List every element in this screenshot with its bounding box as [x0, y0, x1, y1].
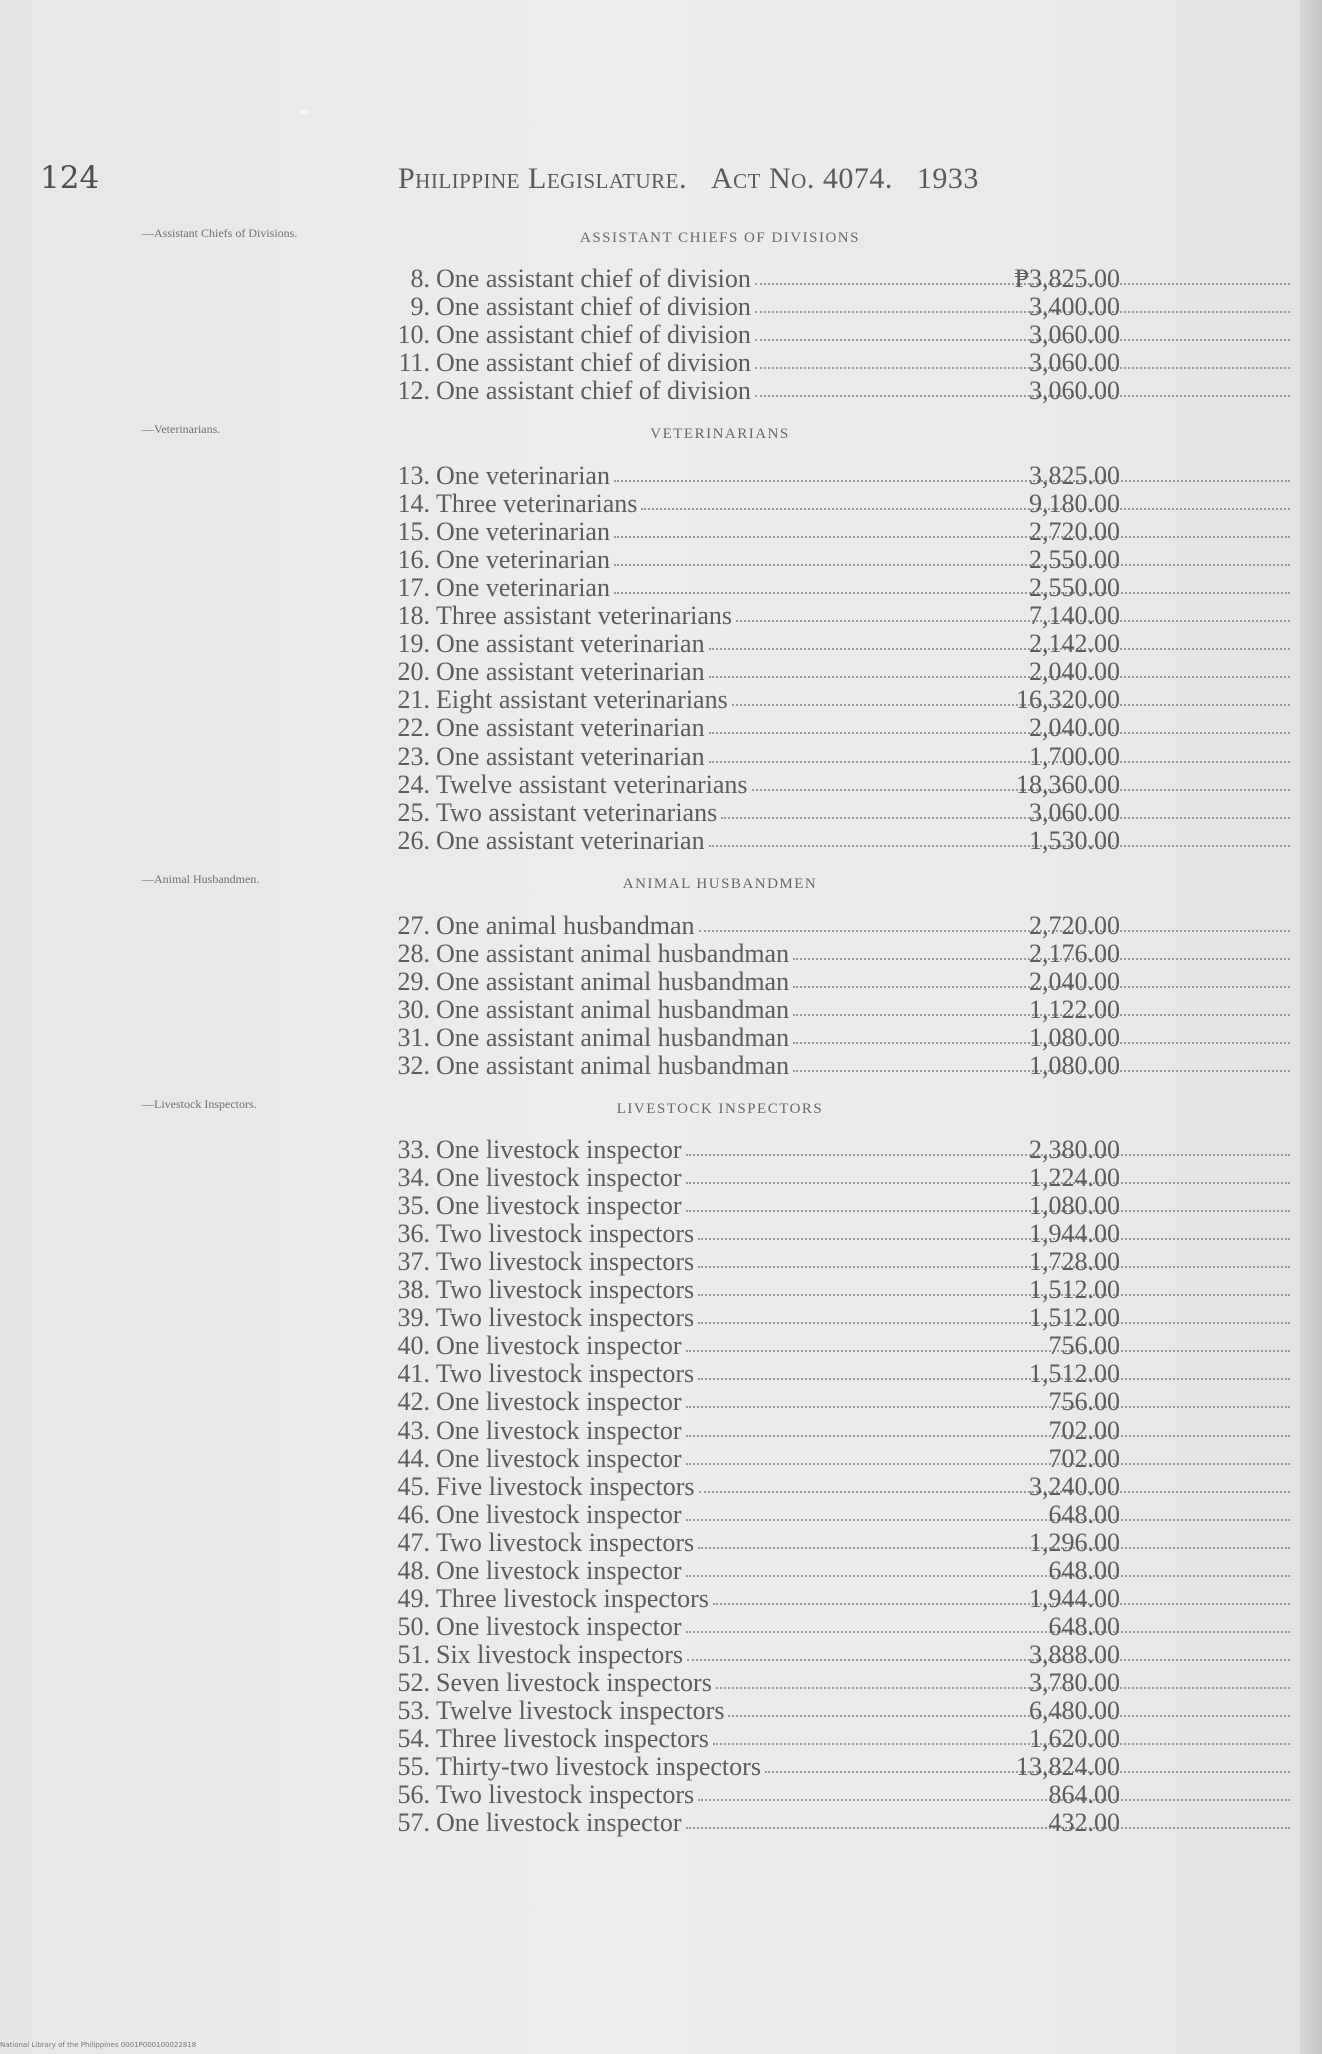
line-item-amount: 3,060.00	[1029, 320, 1120, 350]
line-item-description: Seven livestock inspectors	[436, 1667, 712, 1697]
line-item	[370, 1753, 1120, 1781]
line-item-description: One animal husbandman	[436, 911, 695, 940]
section-heading-animal-husbandmen: ANIMAL HUSBANDMEN	[622, 876, 818, 892]
line-item	[370, 799, 1120, 827]
scan-footer-note: National Library of the Philippines 0001P000100022818	[0, 2041, 197, 2049]
line-item-amount: 432.00	[1048, 1808, 1120, 1838]
line-item-description: One livestock inspector	[436, 1387, 682, 1417]
line-item	[370, 714, 1120, 742]
line-item-description: One assistant veterinarian	[436, 825, 705, 855]
line-item	[370, 771, 1120, 799]
line-item-number: 26.	[397, 825, 430, 855]
line-item-description: Two livestock inspectors	[436, 1219, 695, 1249]
line-item-number: 16.	[397, 545, 430, 575]
line-item-description: One assistant veterinarian	[436, 713, 705, 743]
line-item-description: Two livestock inspectors	[436, 1527, 695, 1557]
line-item-description: Two assistant veterinarians	[436, 797, 718, 827]
line-item-description: One assistant animal husbandman	[436, 1051, 790, 1081]
line-item	[370, 321, 1120, 349]
line-item-description: One livestock inspector	[436, 1135, 682, 1164]
line-item	[370, 1697, 1120, 1725]
line-item-description: One veterinarian	[436, 545, 610, 575]
line-item-description: Five livestock inspectors	[436, 1471, 695, 1501]
line-item-number: 9.	[410, 292, 430, 322]
line-item-description: One assistant chief of division	[436, 320, 751, 350]
line-item	[370, 1388, 1120, 1416]
line-item-description: Three livestock inspectors	[436, 1583, 709, 1613]
line-item-number: 12.	[397, 376, 430, 406]
line-item-description: One livestock inspector	[436, 1555, 682, 1585]
line-item-amount: 18,360.00	[1016, 769, 1120, 799]
line-item-description: One livestock inspector	[436, 1191, 682, 1221]
line-item	[370, 265, 1120, 293]
line-item-amount: 1,512.00	[1029, 1359, 1120, 1389]
line-item-amount: 2,380.00	[1029, 1135, 1120, 1164]
line-item	[370, 1501, 1120, 1529]
line-item-number: 49.	[397, 1583, 430, 1613]
line-item-number: 25.	[397, 797, 430, 827]
line-item	[370, 1192, 1120, 1220]
line-item-number: 20.	[397, 657, 430, 687]
line-item	[370, 827, 1120, 855]
line-item-amount: 1,530.00	[1029, 825, 1120, 855]
line-item-number: 53.	[397, 1696, 430, 1725]
line-item-number: 37.	[397, 1247, 430, 1277]
line-item	[370, 940, 1120, 968]
line-item-amount: 1,080.00	[1029, 1191, 1120, 1221]
line-item-description: Two livestock inspectors	[436, 1247, 695, 1277]
margin-note-animal-husbandmen: —Animal Husbandmen.	[142, 872, 260, 886]
line-item	[370, 1557, 1120, 1585]
line-item-amount: 1,080.00	[1029, 1051, 1120, 1081]
line-item	[370, 1529, 1120, 1557]
line-item-description: Six livestock inspectors	[436, 1639, 683, 1669]
line-item-description: One livestock inspector	[436, 1331, 682, 1361]
line-item-description: One assistant chief of division	[436, 264, 751, 293]
line-item-description: One livestock inspector	[436, 1499, 682, 1529]
line-item	[370, 743, 1120, 771]
line-item-amount: 1,944.00	[1029, 1583, 1120, 1613]
line-item	[370, 1360, 1120, 1388]
line-item	[370, 518, 1120, 546]
line-item-number: 55.	[397, 1752, 430, 1782]
line-item-description: One assistant veterinarian	[436, 741, 705, 771]
line-item-number: 40.	[397, 1331, 430, 1361]
line-item-amount: 1,224.00	[1029, 1163, 1120, 1193]
line-item-amount: 2,040.00	[1029, 657, 1120, 687]
line-item-number: 34.	[397, 1163, 430, 1193]
line-item-number: 35.	[397, 1191, 430, 1221]
line-item-amount: 2,040.00	[1029, 967, 1120, 997]
line-item	[370, 1725, 1120, 1753]
line-item-number: 50.	[397, 1611, 430, 1641]
line-item-amount: 864.00	[1048, 1780, 1120, 1810]
line-item-amount: 648.00	[1048, 1499, 1120, 1529]
line-item-amount: 3,060.00	[1029, 348, 1120, 378]
line-item-number: 29.	[397, 967, 430, 997]
line-item-number: 11.	[398, 348, 430, 378]
line-item-description: Two livestock inspectors	[436, 1275, 695, 1305]
line-item-description: One livestock inspector	[436, 1163, 682, 1193]
line-item-amount: 2,720.00	[1029, 911, 1120, 940]
line-item-description: Three veterinarians	[436, 489, 638, 519]
line-item	[370, 1781, 1120, 1809]
line-item	[370, 1641, 1120, 1669]
section-heading-veterinarians: VETERINARIANS	[650, 426, 790, 442]
line-item-number: 46.	[397, 1499, 430, 1529]
line-item-amount: 1,728.00	[1029, 1247, 1120, 1277]
line-item-number: 38.	[397, 1275, 430, 1305]
margin-note-livestock-inspectors: —Livestock Inspectors.	[142, 1097, 257, 1111]
line-item-description: Three livestock inspectors	[436, 1724, 709, 1754]
line-item-number: 52.	[397, 1667, 430, 1697]
line-item-amount: 3,060.00	[1029, 797, 1120, 827]
line-item-number: 33.	[397, 1135, 430, 1164]
line-item	[370, 1052, 1120, 1080]
line-item	[370, 1304, 1120, 1332]
line-item	[370, 462, 1120, 490]
line-item-amount: 3,825.00	[1029, 461, 1120, 490]
line-item-number: 15.	[397, 517, 430, 547]
line-item	[370, 1276, 1120, 1304]
line-item-number: 51.	[397, 1639, 430, 1669]
line-item-amount: 1,512.00	[1029, 1303, 1120, 1333]
line-item-description: One livestock inspector	[436, 1415, 682, 1445]
line-item-amount: 702.00	[1048, 1415, 1120, 1445]
line-item-description: One veterinarian	[436, 461, 610, 490]
line-item	[370, 1669, 1120, 1697]
line-item-amount: 1,296.00	[1029, 1527, 1120, 1557]
line-item	[370, 1248, 1120, 1276]
running-head	[398, 162, 1058, 196]
line-item-amount: 3,060.00	[1029, 376, 1120, 406]
line-item-amount: 1,512.00	[1029, 1275, 1120, 1305]
line-item-description: Twelve livestock inspectors	[436, 1696, 725, 1725]
line-item-amount: 2,550.00	[1029, 545, 1120, 575]
line-item-amount: 2,720.00	[1029, 517, 1120, 547]
line-item-number: 39.	[397, 1303, 430, 1333]
book-spine-shadow	[1300, 0, 1322, 2054]
line-item-description: One assistant animal husbandman	[436, 1023, 790, 1053]
line-item-number: 57.	[397, 1808, 430, 1838]
dot-leader	[614, 518, 1290, 546]
line-item	[370, 1220, 1120, 1248]
line-item-description: Three assistant veterinarians	[436, 601, 732, 631]
line-item-amount: 9,180.00	[1029, 489, 1120, 519]
line-item	[370, 546, 1120, 574]
line-item	[370, 1613, 1120, 1641]
line-item-description: Thirty-two livestock inspectors	[436, 1752, 761, 1782]
line-item-amount: 648.00	[1048, 1611, 1120, 1641]
line-item-amount: 2,142.00	[1029, 629, 1120, 659]
line-item-description: One assistant veterinarian	[436, 657, 705, 687]
line-item-number: 24.	[397, 769, 430, 799]
line-item	[370, 686, 1120, 714]
section-heading-livestock-inspectors: LIVESTOCK INSPECTORS	[616, 1101, 824, 1117]
line-item-amount: 1,620.00	[1029, 1724, 1120, 1754]
line-item-description: One assistant veterinarian	[436, 629, 705, 659]
line-item-amount: 16,320.00	[1016, 685, 1120, 715]
line-item-number: 22.	[397, 713, 430, 743]
page-number: 124	[40, 160, 100, 196]
dot-leader	[614, 462, 1290, 490]
line-item-amount: 702.00	[1048, 1443, 1120, 1473]
running-head-act: Act No. 4074.	[711, 162, 893, 195]
line-item	[370, 490, 1120, 518]
line-item	[370, 630, 1120, 658]
line-item-number: 56.	[397, 1780, 430, 1810]
line-item	[370, 1417, 1120, 1445]
line-item	[370, 658, 1120, 686]
line-item-amount: 1,700.00	[1029, 741, 1120, 771]
running-head-year: 1933	[916, 162, 979, 195]
line-item-number: 36.	[397, 1219, 430, 1249]
line-item-number: 54.	[397, 1724, 430, 1754]
line-item-description: Eight assistant veterinarians	[436, 685, 728, 715]
section-heading-assistant-chiefs: ASSISTANT CHIEFS OF DIVISIONS	[580, 230, 860, 246]
line-item-description: One veterinarian	[436, 573, 610, 603]
dot-leader	[614, 546, 1290, 574]
dot-leader	[641, 490, 1290, 518]
line-item-number: 43.	[397, 1415, 430, 1445]
line-item-amount: ₱3,825.00	[1014, 264, 1120, 293]
line-item-description: Two livestock inspectors	[436, 1359, 695, 1389]
line-item	[370, 1164, 1120, 1192]
line-item-number: 31.	[397, 1023, 430, 1053]
line-item-amount: 756.00	[1048, 1331, 1120, 1361]
line-item	[370, 377, 1120, 405]
line-item-description: One assistant animal husbandman	[436, 967, 790, 997]
line-item-number: 10.	[397, 320, 430, 350]
line-item-amount: 2,176.00	[1029, 939, 1120, 969]
line-item-number: 18.	[397, 601, 430, 631]
line-item-amount: 3,240.00	[1029, 1471, 1120, 1501]
line-item	[370, 602, 1120, 630]
line-item-description: One assistant animal husbandman	[436, 995, 790, 1025]
line-item	[370, 1445, 1120, 1473]
line-item-description: One veterinarian	[436, 517, 610, 547]
line-item	[370, 574, 1120, 602]
line-item-description: One livestock inspector	[436, 1611, 682, 1641]
line-item-amount: 756.00	[1048, 1387, 1120, 1417]
line-item-amount: 6,480.00	[1029, 1696, 1120, 1725]
margin-note-veterinarians: —Veterinarians.	[142, 422, 221, 436]
line-item-number: 17.	[397, 573, 430, 603]
line-item-description: One assistant chief of division	[436, 376, 751, 406]
line-item-description: Two livestock inspectors	[436, 1303, 695, 1333]
running-head-legislature: Philippine Legislature.	[398, 162, 687, 195]
line-item-amount: 13,824.00	[1016, 1752, 1120, 1782]
line-item-description: One assistant chief of division	[436, 292, 751, 322]
line-item	[370, 912, 1120, 940]
line-item-amount: 2,040.00	[1029, 713, 1120, 743]
line-item-amount: 3,780.00	[1029, 1667, 1120, 1697]
line-item-number: 21.	[397, 685, 430, 715]
scan-speck	[300, 110, 310, 114]
line-item-number: 14.	[397, 489, 430, 519]
margin-note-assistant-chiefs: —Assistant Chiefs of Divisions.	[142, 226, 298, 240]
line-item-number: 13.	[397, 461, 430, 490]
line-item-description: One assistant chief of division	[436, 348, 751, 378]
line-item	[370, 968, 1120, 996]
line-item-amount: 2,550.00	[1029, 573, 1120, 603]
line-item-description: Two livestock inspectors	[436, 1780, 695, 1810]
line-item	[370, 1136, 1120, 1164]
line-item-number: 41.	[397, 1359, 430, 1389]
line-item-amount: 7,140.00	[1029, 601, 1120, 631]
line-item-amount: 3,888.00	[1029, 1639, 1120, 1669]
line-item	[370, 1809, 1120, 1837]
line-item-number: 32.	[397, 1051, 430, 1081]
line-item-description: One livestock inspector	[436, 1808, 682, 1838]
line-item-number: 27.	[397, 911, 430, 940]
line-item	[370, 1024, 1120, 1052]
line-item	[370, 1585, 1120, 1613]
line-item-number: 45.	[397, 1471, 430, 1501]
line-item-number: 48.	[397, 1555, 430, 1585]
line-item-amount: 1,080.00	[1029, 1023, 1120, 1053]
line-item-number: 19.	[397, 629, 430, 659]
line-item	[370, 996, 1120, 1024]
line-item-number: 44.	[397, 1443, 430, 1473]
line-item	[370, 293, 1120, 321]
line-item-number: 30.	[397, 995, 430, 1025]
line-item-number: 47.	[397, 1527, 430, 1557]
line-item-amount: 648.00	[1048, 1555, 1120, 1585]
line-item-amount: 1,944.00	[1029, 1219, 1120, 1249]
line-item	[370, 1473, 1120, 1501]
line-item	[370, 1332, 1120, 1360]
line-item-number: 8.	[410, 264, 430, 293]
line-item-description: Twelve assistant veterinarians	[436, 769, 748, 799]
line-item-amount: 1,122.00	[1029, 995, 1120, 1025]
line-item-number: 28.	[397, 939, 430, 969]
line-item-number: 42.	[397, 1387, 430, 1417]
line-item-number: 23.	[397, 741, 430, 771]
line-item-amount: 3,400.00	[1029, 292, 1120, 322]
dot-leader	[614, 574, 1290, 602]
line-item-description: One assistant animal husbandman	[436, 939, 790, 969]
line-item	[370, 349, 1120, 377]
line-item-description: One livestock inspector	[436, 1443, 682, 1473]
